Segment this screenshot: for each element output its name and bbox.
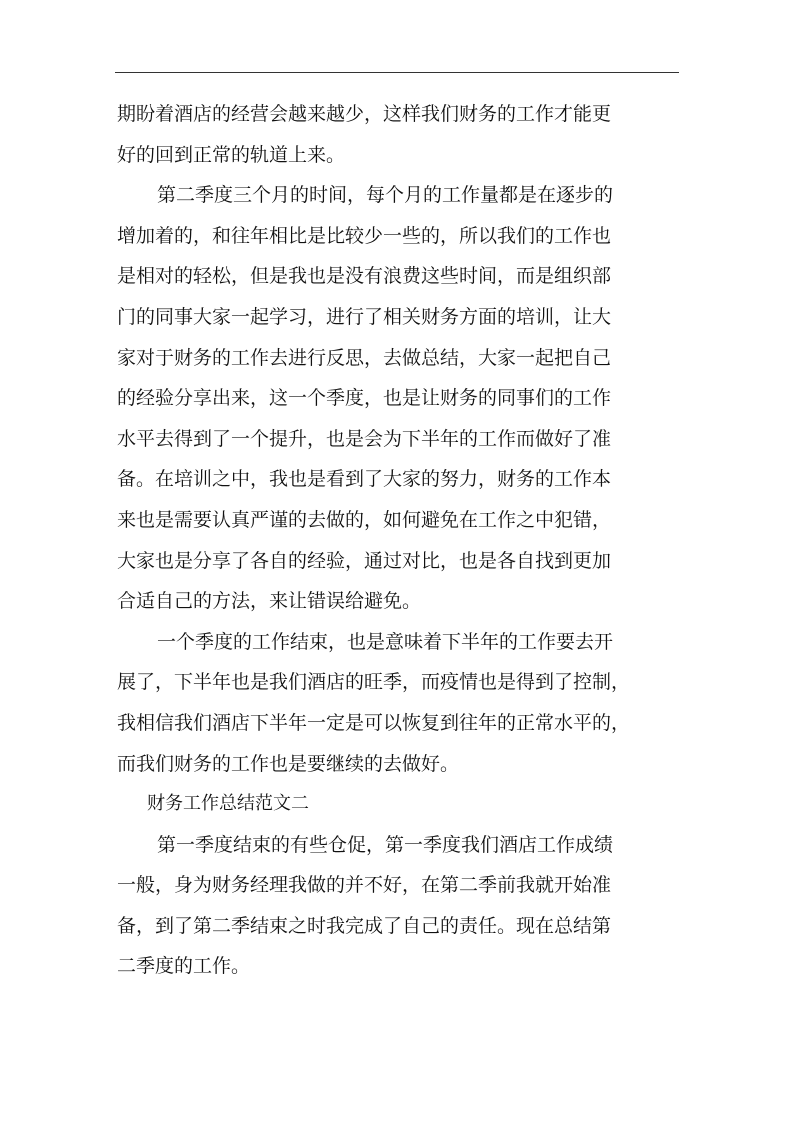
document-body xyxy=(117,94,679,987)
text-line: 的经验分享出来，这一个季度，也是让财务的同事们的工作 xyxy=(117,387,612,410)
section-heading: 财务工作总结范文二 xyxy=(147,793,309,815)
text-line: 一个季度的工作结束，也是意味着下半年的工作要去开 xyxy=(157,630,614,653)
text-line: 而我们财务的工作也是要继续的去做好。 xyxy=(117,752,460,775)
text-line: 二季度的工作。 xyxy=(117,955,251,978)
text-line: 展了，下半年也是我们酒店的旺季，而疫情也是得到了控制， xyxy=(117,671,631,694)
text-line: 我相信我们酒店下半年一定是可以恢复到往年的正常水平的， xyxy=(117,711,631,734)
text-line: 备。在培训之中，我也是看到了大家的努力，财务的工作本 xyxy=(117,468,612,491)
text-line: 增加着的，和往年相比是比较少一些的，所以我们的工作也 xyxy=(117,224,612,247)
text-line: 水平去得到了一个提升，也是会为下半年的工作而做好了准 xyxy=(117,427,612,450)
text-line: 是相对的轻松，但是我也是没有浪费这些时间，而是组织部 xyxy=(117,265,612,288)
text-line: 好的回到正常的轨道上来。 xyxy=(117,143,346,166)
text-line: 第一季度结束的有些仓促，第一季度我们酒店工作成绩 xyxy=(157,833,614,856)
header-rule xyxy=(115,72,679,73)
text-line: 来也是需要认真严谨的去做的，如何避免在工作之中犯错， xyxy=(117,508,612,531)
text-line: 大家也是分享了各自的经验，通过对比，也是各自找到更加 xyxy=(117,549,612,572)
text-line: 家对于财务的工作去进行反思，去做总结，大家一起把自己 xyxy=(117,346,612,369)
text-line: 合适自己的方法，来让错误给避免。 xyxy=(117,590,422,613)
text-line: 备，到了第二季结束之时我完成了自己的责任。现在总结第 xyxy=(117,914,612,937)
text-line: 期盼着酒店的经营会越来越少，这样我们财务的工作才能更 xyxy=(117,103,612,125)
text-line: 一般，身为财务经理我做的并不好，在第二季前我就开始准 xyxy=(117,874,612,897)
text-line: 第二季度三个月的时间，每个月的工作量都是在逐步的 xyxy=(157,184,614,207)
text-line: 门的同事大家一起学习，进行了相关财务方面的培训，让大 xyxy=(117,305,612,328)
